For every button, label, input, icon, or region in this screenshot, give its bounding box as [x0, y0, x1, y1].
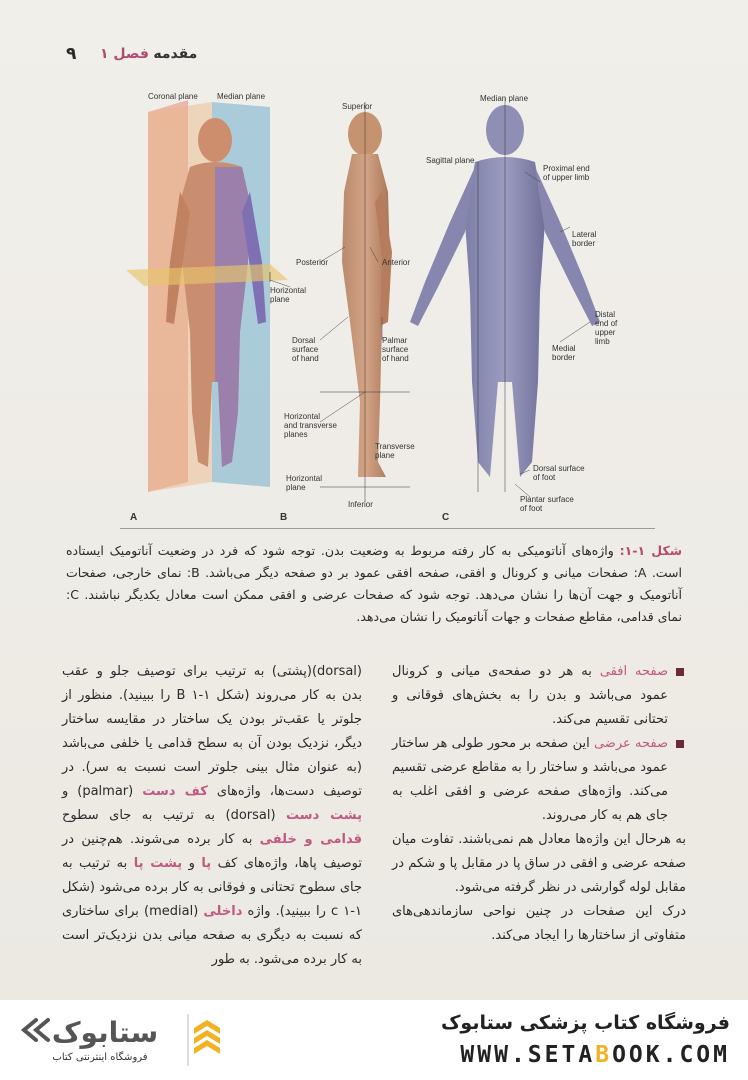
text-run: به کار برده می‌شوند. هم‌چنین در توصیف پاها، واژه‌های کف [62, 832, 362, 871]
text-run: (dorsal) به ترتیب به جای سطوح [62, 808, 287, 823]
logo-mark-icon [10, 1006, 220, 1074]
text-run: و [182, 856, 202, 871]
term-back-of-foot: پشت پا [133, 856, 183, 871]
label-proximal-upper-limb: Proximal end of upper limb [543, 164, 590, 182]
bullet-transverse-plane [392, 732, 686, 828]
label-plantar-foot: Plantar surface of foot [520, 495, 574, 513]
label-horizontal-plane-a: Horizontal plane [270, 286, 307, 304]
logo-subtitle: فروشگاه اینترنتی کتاب [52, 1052, 148, 1063]
panel-letter-b: B [280, 512, 288, 523]
bullet-text: این صفحه بر محور طولی هر ساختار عمود می‌باشد و ساختار را به مقاطع عرضی تقسیم می‌کند. واژه‌های صفحه عرضی و افقی اغلب به جای هم به کار می‌روند. [392, 736, 668, 823]
bullet-text: به هر دو صفحه‌ی میانی و کرونال عمود می‌باشد و بدن را به بخش‌های فوقانی و تحتانی تقسیم می‌کند. [392, 664, 668, 727]
caption-title: شکل ۱-۱: [619, 543, 682, 558]
store-name: فروشگاه کتاب پزشکی ستابوک [440, 1012, 730, 1034]
text-run: (dorsal)(پشتی) به ترتیب برای توصیف جلو و عقب بدن به کار می‌روند (شکل B ۱-۱ را ببینید). منظور از جلوتر یا عقب‌تر بودن یک ساختار در مقایسه ساختار دیگر، نزدیک بودن آن به سطح قدامی یا خلفی می‌باشد (به عنوان مثال بینی جلوتر است نسبت به سر). در توصیف دست‌ها، واژه‌های [62, 664, 362, 799]
panel-letter-a: A [130, 512, 138, 523]
logo-wordmark: ستابوک [51, 1016, 159, 1049]
label-median-plane-a: Median plane [217, 92, 266, 101]
label-sagittal-plane: Sagittal plane [426, 156, 475, 165]
url-part: OOK.COM [612, 1042, 730, 1068]
term-palm: کف دست [142, 784, 208, 799]
label-transverse-plane: Transverse plane [375, 442, 415, 460]
bullet-square-icon [676, 740, 684, 748]
term-horizontal-plane: صفحه افقی [599, 664, 668, 679]
left-column [62, 660, 362, 972]
text-run: (palmar) و [62, 784, 143, 799]
panel-a [126, 100, 288, 492]
chapter-label: فصل ۱ [100, 46, 149, 62]
bullet-horizontal-plane [392, 660, 686, 732]
bullet-square-icon [676, 668, 684, 676]
paragraph: به هرحال این واژه‌ها معادل هم نمی‌باشند. تفاوت میان صفحه عرضی و افقی در ساق پا در مقابل پا و شکم در مقابل لوله گوارشی در نظر گرفته می‌شود. [392, 832, 686, 895]
label-inferior: Inferior [348, 500, 373, 509]
label-horizontal-transverse: Horizontal and transverse planes [284, 412, 337, 439]
label-lateral-border: Lateral border [572, 230, 597, 248]
right-column [392, 660, 686, 948]
store-logo [10, 1006, 220, 1074]
figure-caption [66, 540, 682, 628]
term-anterior-posterior: قدامی و خلفی [259, 832, 362, 847]
page-header [0, 42, 748, 70]
term-foot: پا [201, 856, 212, 871]
label-dorsal-hand: Dorsal surface of hand [292, 336, 319, 363]
label-dorsal-foot: Dorsal surface of foot [533, 464, 585, 482]
term-medial: داخلی [203, 904, 243, 919]
page-number: ۹ [66, 44, 77, 64]
label-median-plane-c: Median plane [480, 94, 529, 103]
text-run: به ترتیب به جای سطوح تحتانی و فوقانی به کار برده می‌شود (شکل c ۱-۱ را ببینید). واژه [62, 856, 362, 919]
section-title: مقدمه [153, 46, 198, 62]
label-palmar-hand: Palmar surface of hand [382, 336, 409, 363]
caption-text: واژه‌های آناتومیکی به کار رفته مربوط به وضعیت بدن. توجه شود که فرد در وضعیت آناتومیک ایستاده است. A: صفحات میانی و کرونال و افقی، صفحه افقی عمود بر دو صفحه دیگر می‌باشد. B: نمای خارجی، صفحات آناتومیک و جهت آن‌ها را نشان می‌دهد. توجه شود که صفحات عرضی و افقی ممکن است معادل یکدیگر نباشند. C: نمای قدامی، مقاطع صفحات و جهات آناتومیک را نشان می‌دهد. [66, 543, 683, 624]
running-title [100, 46, 203, 62]
panel-letter-c: C [442, 512, 450, 523]
store-url[interactable] [360, 1042, 730, 1068]
label-anterior: Anterior [382, 258, 411, 267]
term-transverse-plane: صفحه عرضی [593, 736, 669, 751]
figure-divider [120, 528, 655, 529]
paragraph: درک این صفحات در چنین نواحی سازماندهی‌های متفاوتی از ساختارها را ایجاد می‌کند. [392, 904, 686, 943]
label-distal-upper-limb: Distal end of upper limb [595, 310, 618, 346]
label-superior: Superior [342, 102, 373, 111]
label-posterior: Posterior [296, 258, 329, 267]
text-run: (medial) برای ساختاری که نسبت به دیگری به صفحه میانی بدن نزدیک‌تر است به کار برده می‌شود. به طور [62, 904, 362, 967]
label-medial-border: Medial border [552, 344, 576, 362]
url-highlight: B [595, 1042, 613, 1068]
store-footer [0, 1000, 748, 1080]
anatomy-figure [120, 82, 660, 532]
url-part: WWW.SETA [460, 1042, 596, 1068]
paragraph [62, 660, 362, 972]
label-horizontal-plane-b: Horizontal plane [286, 474, 323, 492]
label-coronal-plane: Coronal plane [148, 92, 198, 101]
term-back-of-hand: پشت دست [286, 808, 362, 823]
